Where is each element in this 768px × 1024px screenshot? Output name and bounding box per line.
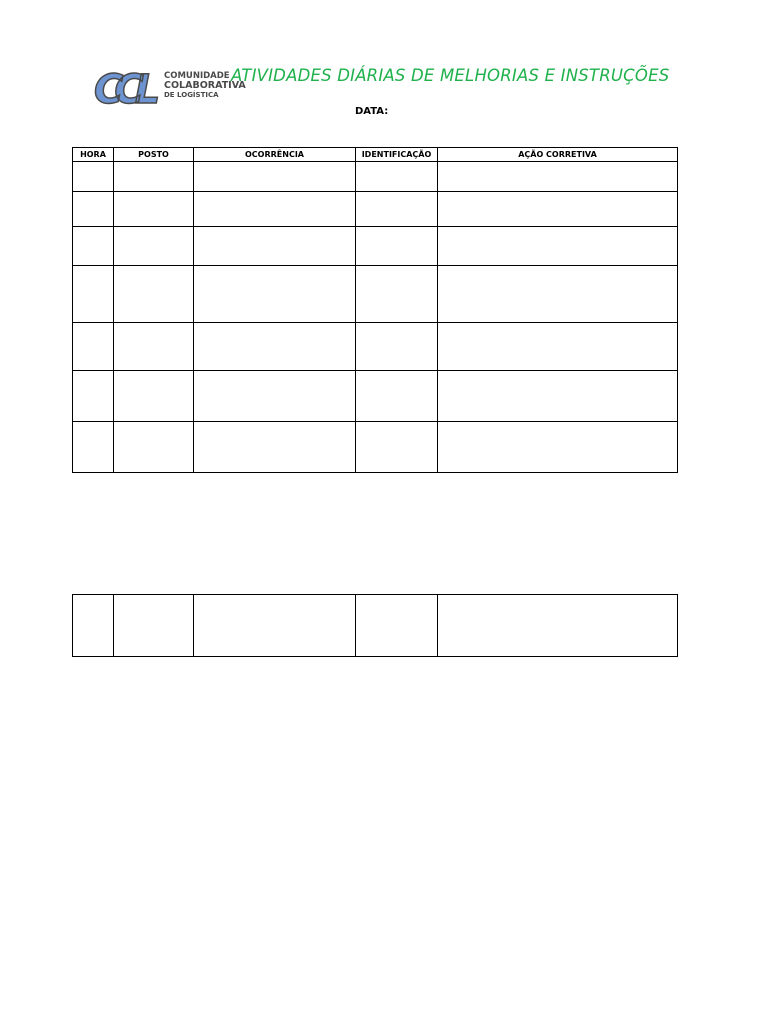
table-cell[interactable] [356,192,438,227]
table-cell[interactable] [194,227,356,266]
logo-line-1: COMUNIDADE [164,71,230,81]
table-row [73,371,678,422]
table-cell[interactable] [114,162,194,192]
table-row [73,323,678,371]
table-row [73,422,678,473]
column-header-acao-corretiva: AÇÃO CORRETIVA [438,148,678,162]
ccl-logo-graphic [92,66,246,113]
table-row [73,266,678,323]
table-cell[interactable] [194,266,356,323]
ccl-logo [92,66,246,113]
table-cell[interactable] [73,192,114,227]
table-cell[interactable] [438,266,678,323]
table-cell[interactable] [114,227,194,266]
table-cell[interactable] [73,371,114,422]
logo-line-2: COLABORATIVA [164,80,246,91]
table-cell[interactable] [114,323,194,371]
table-cell[interactable] [194,192,356,227]
table-cell[interactable] [114,422,194,473]
document-title: ATIVIDADES DIÁRIAS DE MELHORIAS E INSTRUÇÕES [231,66,670,85]
table-cell[interactable] [438,595,678,657]
column-header-identificacao: IDENTIFICAÇÃO [356,148,438,162]
table-cell[interactable] [194,371,356,422]
table-cell[interactable] [438,192,678,227]
table-row [73,595,678,657]
table-cell[interactable] [194,162,356,192]
table-cell[interactable] [114,266,194,323]
table-cell[interactable] [73,227,114,266]
extra-table [72,594,678,657]
table-row [73,227,678,266]
date-label: DATA: [355,106,389,117]
table-cell[interactable] [114,371,194,422]
table-cell[interactable] [73,162,114,192]
table-cell[interactable] [73,323,114,371]
table-cell[interactable] [356,266,438,323]
logo-letters: CCL [94,67,152,113]
table-cell[interactable] [356,371,438,422]
table-cell[interactable] [438,227,678,266]
occurrences-table [72,147,678,473]
column-header-ocorrencia: OCORRÊNCIA [194,148,356,162]
table-cell[interactable] [356,162,438,192]
table-cell[interactable] [356,323,438,371]
table-cell[interactable] [114,595,194,657]
table-cell[interactable] [114,192,194,227]
table-cell[interactable] [194,422,356,473]
table-cell[interactable] [194,595,356,657]
table-row [73,162,678,192]
table-row [73,192,678,227]
table-cell[interactable] [73,595,114,657]
column-header-hora: HORA [73,148,114,162]
table-header-row [73,148,678,162]
table-cell[interactable] [438,323,678,371]
table-cell[interactable] [438,422,678,473]
column-header-posto: POSTO [114,148,194,162]
table-cell[interactable] [356,227,438,266]
table-cell[interactable] [194,323,356,371]
logo-line-3: DE LOGÍSTICA [164,91,219,99]
table-cell[interactable] [438,162,678,192]
table-cell[interactable] [438,371,678,422]
document-title-container [231,66,670,92]
table-cell[interactable] [356,595,438,657]
table-cell[interactable] [356,422,438,473]
table-cell[interactable] [73,422,114,473]
table-cell[interactable] [73,266,114,323]
